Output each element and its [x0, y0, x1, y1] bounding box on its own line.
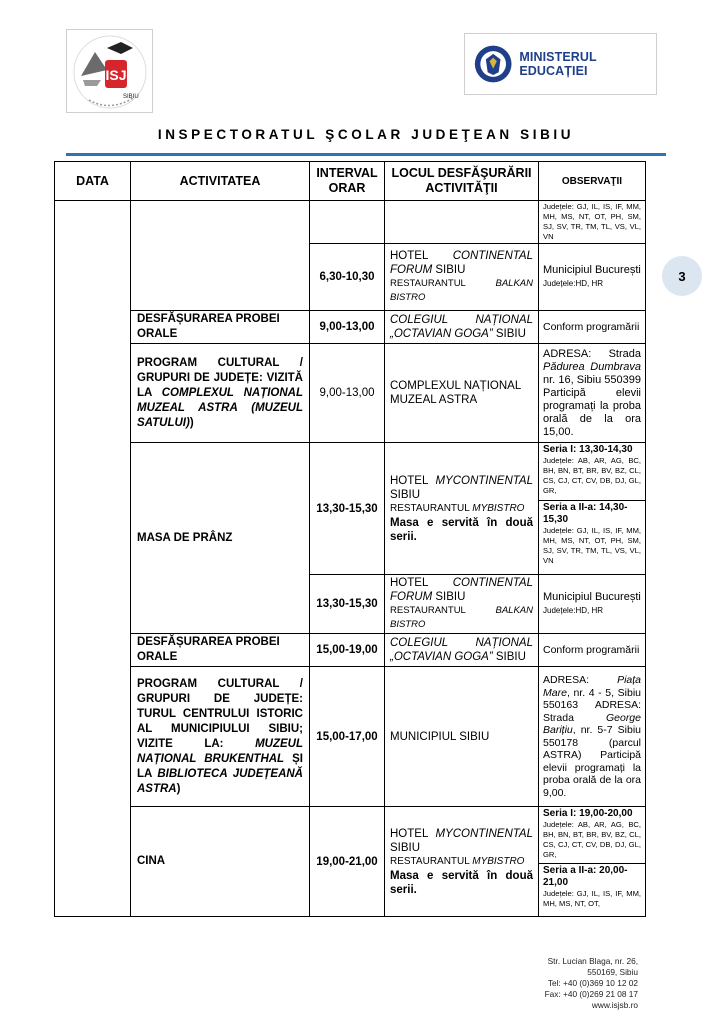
time-cell: 6,30-10,30 — [310, 244, 385, 311]
location-cell: HOTEL MYCONTINENTAL SIBIU RESTAURANTUL MYBISTRO Masa e servită în două serii. — [385, 443, 539, 575]
activity-cell: CINA — [131, 807, 310, 917]
time-cell: 13,30-15,30 — [310, 575, 385, 634]
activity-cell: DESFĂȘURAREA PROBEI ORALE — [131, 311, 310, 344]
location-cell: HOTEL CONTINENTAL FORUM SIBIU RESTAURANTUL BALKAN BISTRO — [385, 244, 539, 311]
location-cell: HOTEL MYCONTINENTAL SIBIU RESTAURANTUL MYBISTRO Masa e servită în două serii. — [385, 807, 539, 917]
footer-address-city: 550169, Sibiu — [587, 967, 638, 977]
activity-cell: DESFĂȘURAREA PROBEI ORALE — [131, 634, 310, 667]
observations-cell: ADRESA: Piața Mare, nr. 4 - 5, Sibiu 550163 ADRESA: Strada George Barițiu, nr. 5-7 Sibiu 550178 (parcul ASTRA) Participă elevii programați la proba orală de la ora 9,00. — [539, 667, 646, 807]
table-header-row — [55, 162, 646, 201]
svg-text:SIBIU: SIBIU — [123, 94, 139, 100]
header-activitatea: ACTIVITATEA — [131, 162, 310, 201]
time-cell: 9,00-13,00 — [310, 311, 385, 344]
activity-cell: MASA DE PRÂNZ — [131, 443, 310, 634]
time-cell: 13,30-15,30 — [310, 443, 385, 575]
page-number-badge: 3 — [662, 256, 702, 296]
time-cell: 15,00-17,00 — [310, 667, 385, 807]
table-row — [55, 443, 646, 575]
activity-cell-empty — [131, 201, 310, 311]
footer-contact — [480, 956, 638, 1011]
observations-cell: Seria I: 19,00-20,00 Județele: AB, AR, AG, BC, BH, BN, BT, BR, BV, BZ, CL, CS, CJ, CT, CV, DB, DJ, GL, GR, Seria a II-a: 20,00-21,00 Județele: GJ, IL, IS, IF, MM, MH, MS, NT, OT, — [539, 807, 646, 917]
table-row — [55, 311, 646, 344]
location-cell: COMPLEXUL NAȚIONAL MUZEAL ASTRA — [385, 344, 539, 443]
svg-text:ISJ: ISJ — [105, 67, 127, 83]
footer-fax: Fax: +40 (0)269 21 08 17 — [544, 989, 638, 999]
footer-address-street: Str. Lucian Blaga, nr. 26, — [547, 956, 638, 966]
header-interval: INTERVAL ORAR — [310, 162, 385, 201]
isj-sibiu-logo — [66, 29, 153, 113]
activity-cell: PROGRAM CULTURAL / GRUPURI DE JUDEȚE: TURUL CENTRULUI ISTORIC AL MUNICIPIULUI SIBIU; VIZITE LA: MUZEUL NAȚIONAL BRUKENTHAL ȘI LA BIBLIOTECA JUDEȚEANĂ ASTRA) — [131, 667, 310, 807]
footer-website-link[interactable]: www.isjsb.ro — [591, 1000, 638, 1010]
guvernul-romaniei-seal-icon — [473, 42, 513, 86]
time-cell: 19,00-21,00 — [310, 807, 385, 917]
ministry-name: MINISTERUL EDUCAȚIEI — [519, 50, 597, 78]
schedule-table — [54, 161, 646, 917]
date-cell-empty — [55, 201, 131, 917]
table-row — [55, 807, 646, 917]
page-title: INSPECTORATUL ŞCOLAR JUDEŢEAN SIBIU — [157, 127, 575, 142]
header-observatii: OBSERVAŢII — [539, 162, 646, 201]
observations-cell: ADRESA: Strada Pădurea Dumbrava nr. 16, Sibiu 550399 Participă elevii programați la proba orală de la ora 15,00. — [539, 344, 646, 443]
table-row — [55, 201, 646, 244]
location-cell: HOTEL CONTINENTAL FORUM SIBIU RESTAURANTUL BALKAN BISTRO — [385, 575, 539, 634]
ministry-of-education-logo — [464, 33, 657, 95]
location-cell: COLEGIUL NAȚIONAL „OCTAVIAN GOGA” SIBIU — [385, 311, 539, 344]
header-data: DATA — [55, 162, 131, 201]
time-cell-empty — [310, 201, 385, 244]
location-cell: MUNICIPIUL SIBIU — [385, 667, 539, 807]
observations-cell: Conform programării — [539, 311, 646, 344]
footer-phone: Tel: +40 (0)369 10 12 02 — [547, 978, 638, 988]
time-cell: 9,00-13,00 — [310, 344, 385, 443]
observations-cell: Municipiul București Județele:HD, HR — [539, 575, 646, 634]
header-locul: LOCUL DESFĂŞURĂRII ACTIVITĂŢII — [385, 162, 539, 201]
observations-cell: Județele: GJ, IL, IS, IF, MM, MH, MS, NT, OT, PH, SM, SJ, SV, TR, TM, TL, VS, VL, VN — [539, 201, 646, 244]
table-row — [55, 667, 646, 807]
activity-cell: PROGRAM CULTURAL / GRUPURI DE JUDEȚE: VIZITĂ LA COMPLEXUL NAȚIONAL MUZEAL ASTRA (MUZEUL SATULUI)) — [131, 344, 310, 443]
time-cell: 15,00-19,00 — [310, 634, 385, 667]
location-cell-empty — [385, 201, 539, 244]
observations-cell: Municipiul București Județele:HD, HR — [539, 244, 646, 311]
observations-cell: Seria I: 13,30-14,30 Județele: AB, AR, AG, BC, BH, BN, BT, BR, BV, BZ, CL, CS, CJ, CT, CV, DB, DJ, GL, GR, Seria a II-a: 14,30-15,30 Județele: GJ, IL, IS, IF, MM, MH, MS, NT, OT, PH, SM, SJ, SV, TR, TM, TL, VS, VL, VN — [539, 443, 646, 575]
header-divider — [66, 153, 666, 156]
observations-cell: Conform programării — [539, 634, 646, 667]
table-row — [55, 344, 646, 443]
table-row — [55, 634, 646, 667]
location-cell: COLEGIUL NAȚIONAL „OCTAVIAN GOGA” SIBIU — [385, 634, 539, 667]
